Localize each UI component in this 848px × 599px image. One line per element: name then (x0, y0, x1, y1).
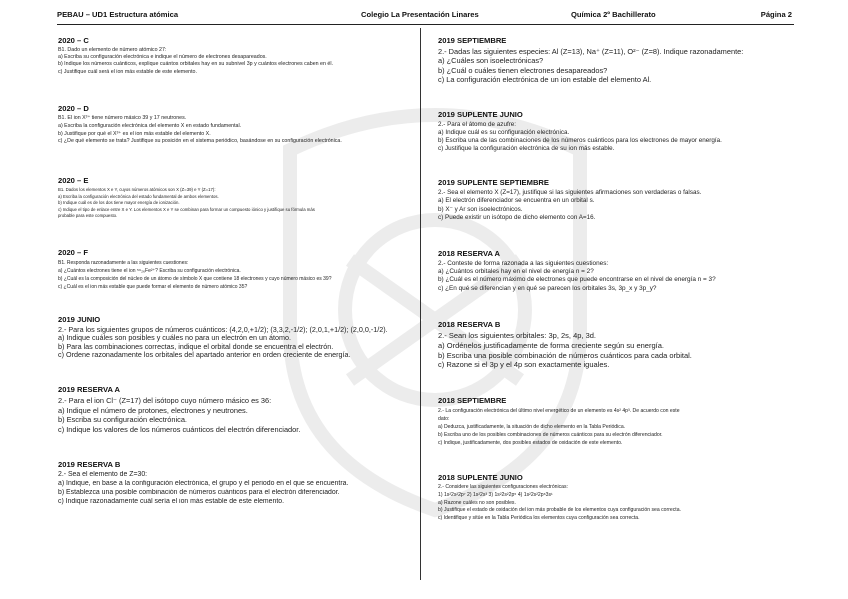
question-statement: B1. El ion X³⁺ tiene número másico 39 y 17 neutrones. (58, 115, 187, 121)
question-item: c) Indique los valores de los números cuánticos del electrón diferenciador. (58, 424, 301, 434)
question-item: a) Escriba la configuración electrónica del elemento X en estado fundamental. (58, 122, 242, 129)
exam-question-block (438, 249, 798, 293)
question-statement: 2.- Para el átomo de azufre: (438, 121, 517, 128)
question-item: c) Justifique la configuración electrónica de su ion más estable. (438, 145, 615, 153)
question-block-title: 2019 SEPTIEMBRE (438, 36, 507, 45)
question-statement: 2.- Dadas las siguientes especies: Al (Z=13), Na⁺ (Z=11), O²⁻ (Z=8). Indique razonadamente: (438, 47, 744, 56)
question-statement: B1. Responda razonadamente a las siguientes cuestiones: (58, 260, 189, 266)
exam-question-block (438, 110, 798, 153)
exam-question-block (58, 385, 413, 434)
question-block-title: 2019 RESERVA A (58, 385, 121, 394)
exam-question-block (58, 460, 413, 507)
exam-question-block (58, 104, 413, 146)
exam-question-block (438, 473, 798, 523)
question-block-title: 2019 RESERVA B (58, 460, 121, 469)
question-item: c) Indique, justificadamente, dos posibles estados de oxidación de este elemento. (438, 440, 623, 447)
question-item: c) Indique el tipo de enlace entre X e Y. Los elementos X e Y se combinan para formar un compuesto iónico y justifique su fórmula más (58, 206, 315, 212)
question-item: a) Indique cuáles son posibles y cuáles no para un electrón en un átomo. (58, 334, 291, 343)
question-item: c) Indique razonadamente cuál sería el ion más estable de este elemento. (58, 497, 284, 505)
question-item: c) Puede existir un isótopo de dicho elemento con A=16. (438, 213, 596, 221)
question-item: b) Para las combinaciones correctas, indique el orbital donde se encuentra el electrón. (58, 342, 334, 351)
question-item: b) Indique los números cuánticos, explique cuántos orbitales hay en su subnivel 3p y cuántos electrones caben en él. (58, 61, 334, 68)
question-item: b) Escriba una posible combinación de números cuánticos para cada orbital. (438, 350, 692, 360)
header-page-number: Página 2 (760, 10, 792, 19)
header-subject: Química 2º Bachillerato (571, 10, 656, 19)
question-block-title: 2019 SUPLENTE JUNIO (438, 110, 523, 119)
question-statement: 2.- Para los siguientes grupos de números cuánticos: (4,2,0,+1/2); (3,3,2,-1/2); (2,0,1,+1/2); (2,0,0,-1/2). (58, 326, 388, 334)
question-item: b) Establezca una posible combinación de números cuánticos para el electrón diferenciador. (58, 488, 340, 496)
question-block-title: 2018 SEPTIEMBRE (438, 396, 507, 405)
question-block-title: 2020 – D (58, 104, 89, 113)
question-item: b) Escriba uno de los posibles combinaciones de números cuánticos para su electrón diferenciador. (438, 432, 663, 439)
question-block-title: 2018 RESERVA A (438, 249, 501, 258)
question-item: c) La configuración electrónica de un ion estable del elemento Al. (438, 75, 652, 85)
question-item: c) ¿En qué se diferencian y en qué se parecen los orbitales 3s, 3p_x y 3p_y? (438, 284, 657, 292)
exam-question-block (438, 320, 798, 370)
exam-question-block (58, 36, 413, 76)
question-block-title: 2019 JUNIO (58, 315, 101, 324)
header-school-name: Colegio La Presentación Linares (361, 10, 479, 19)
question-item: probable para este compuesto. (58, 213, 118, 219)
question-item: a) Escriba su configuración electrónica e indique el número de electrones desapareados. (58, 54, 267, 61)
question-statement: 2.- Sean los siguientes orbitales: 3p, 2s, 4p, 3d. (438, 331, 597, 340)
exam-question-block (58, 315, 413, 360)
question-item: c) ¿Cuál es el ion más estable que puede formar el elemento de número atómico 35? (58, 284, 248, 290)
question-item: c) Ordene razonadamente los orbitales del apartado anterior en orden creciente de energía. (58, 351, 351, 360)
question-item: b) Justifique por qué el X³⁺ es el ion más estable del elemento X. (58, 130, 211, 137)
question-item: b) ¿Cuál o cuáles tienen electrones desapareados? (438, 65, 608, 75)
question-item: a) Indique, en base a la configuración electrónica, el grupo y el periodo en el que se encuentra. (58, 479, 349, 487)
question-item: a) ¿Cuántos electrones tiene el ion ⁵⁶₂₆Fe²⁺? Escriba su configuración electrónica. (58, 268, 241, 274)
question-statement: 2.- Conteste de forma razonada a las siguientes cuestiones: (438, 260, 609, 267)
question-statement: 2.- Para el ion Cl⁻ (Z=17) del isótopo cuyo número másico es 36: (58, 396, 272, 405)
question-item: a) El electrón diferenciador se encuentra en un orbital s. (438, 197, 595, 205)
question-item: c) Identifique y sitúe en la Tabla Periódica los elementos cuya configuración sea correcta. (438, 515, 640, 522)
question-item: b) ¿Cuál es la composición del núcleo de un átomo de símbolo X que contiene 18 electrones y cuyo número másico es 39? (58, 276, 332, 282)
question-item: b) Escriba su configuración electrónica. (58, 415, 187, 425)
question-item: c) Justifique cuál será el ion más estable de este elemento. (58, 68, 197, 75)
question-statement: 2.- Sea el elemento de Z=30: (58, 471, 148, 478)
page-header (57, 10, 792, 22)
question-statement: 2.- Sea el elemento X (Z=17), justifique si las siguientes afirmaciones son verdaderas o falsas. (438, 189, 702, 196)
question-block-title: 2020 – E (58, 176, 89, 185)
question-item: a) ¿Cuáles son isoelectrónicas? (438, 56, 544, 66)
question-block-title: 2018 RESERVA B (438, 320, 501, 329)
exam-question-block (58, 176, 413, 220)
exam-question-block (58, 248, 413, 291)
question-item: b) ¿Cuál es el número máximo de electrones que puede encontrarse en el nivel de energía n = 3? (438, 276, 716, 284)
question-item: a) Indique el número de protones, electrones y neutrones. (58, 405, 248, 415)
question-item: b) Escriba una de las combinaciones de los números cuánticos para los electrones de mayor energía. (438, 137, 722, 145)
question-statement: 2.- La configuración electrónica del último nivel energético de un elemento es 4s² 4p³. De acuerdo con este (438, 408, 680, 414)
question-item: b) Justifique el estado de oxidación del ion más probable de los elementos cuya configuración sea correcta. (438, 507, 681, 514)
question-item: a) Escriba la configuración electrónica del estado fundamental de ambos elementos. (58, 193, 219, 199)
exam-question-block (438, 36, 798, 85)
question-statement: B1. Dados los elementos X e Y, cuyos números atómicos son X (Z=39) e Y (Z=17): (58, 187, 216, 192)
question-item: a) Ordénelos justificadamente de forma creciente según su energía. (438, 340, 664, 350)
header-rule (57, 24, 794, 25)
question-block-title: 2020 – C (58, 36, 89, 45)
question-item: b) X⁻ y Ar son isoelectrónicos. (438, 205, 523, 213)
question-item: 1) 1s²2s²2p⁷ 2) 1s²2s³ 3) 1s²2s²2p⁵ 4) 1s²2s²2p⁶3s¹ (438, 491, 553, 498)
column-divider (420, 28, 421, 580)
question-statement: B1. Dado un elemento de número atómico 27: (58, 47, 167, 53)
question-block-title: 2019 SUPLENTE SEPTIEMBRE (438, 178, 549, 187)
question-item: a) Razone cuáles no son posibles. (438, 499, 516, 506)
exam-question-block (438, 396, 798, 447)
question-item: a) Indique cuál es su configuración electrónica. (438, 129, 570, 137)
question-block-title: 2018 SUPLENTE JUNIO (438, 473, 523, 482)
exam-question-block (438, 178, 798, 222)
question-item: a) ¿Cuántos orbitales hay en el nivel de energía n = 2? (438, 268, 594, 276)
question-item: c) Razone si el 3p y el 4p son exactamente iguales. (438, 360, 610, 370)
question-item: a) Deduzca, justificadamente, la situación de dicho elemento en la Tabla Periódica. (438, 424, 626, 431)
question-item: c) ¿De qué elemento se trata? Justifique su posición en el sistema periódico, basándose en su configuración electrónica. (58, 138, 342, 145)
header-unit-title: PEBAU – UD1 Estructura atómica (57, 10, 179, 19)
question-statement: 2.- Considere las siguientes configuraciones electrónicas: (438, 484, 568, 490)
question-item: b) Indique cuál es de los dos tiene mayor energía de ionización. (58, 200, 180, 206)
question-item: dato: (438, 416, 450, 423)
question-block-title: 2020 – F (58, 248, 88, 257)
